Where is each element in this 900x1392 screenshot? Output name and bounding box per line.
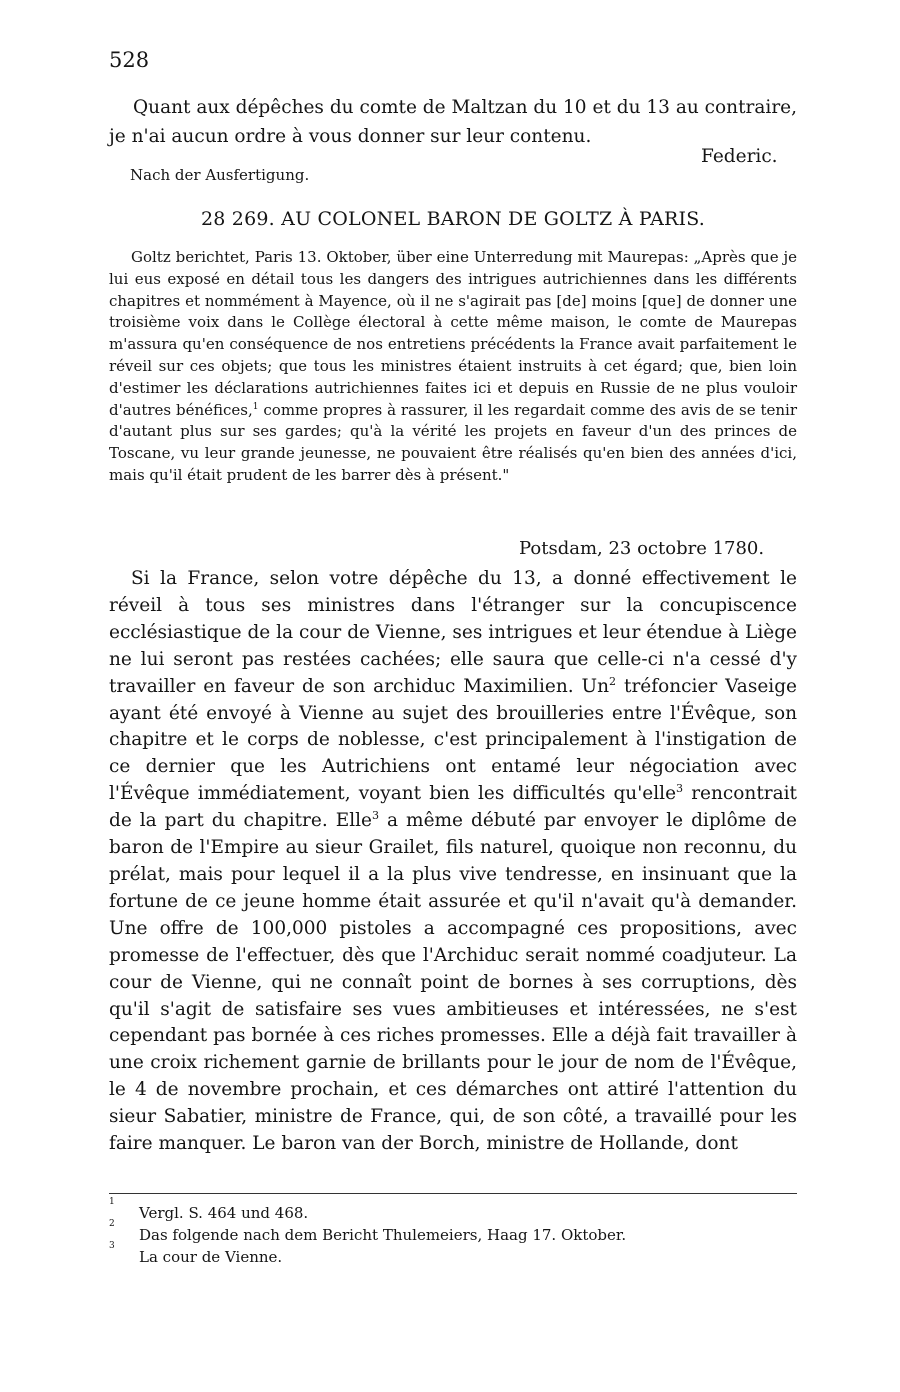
footnote-ref-3: 3: [676, 782, 684, 796]
footnotes: [109, 1197, 797, 1268]
source-note: Nach der Ausfertigung.: [130, 166, 310, 184]
letter-body: [109, 566, 797, 1158]
footnote-mark: 2: [109, 1219, 115, 1229]
report-text-2: comme propres à rassurer, il les regardait comme des avis de se tenir d'autant plus sur ses gardes; qu'à la vérité les projets en faveur d'un des princes de Toscane, vu leur grande jeunesse, ne pouvaient être réalisés qu'en bien des années d'ici, mais qu'il était prudent de les barrer dès à présent.": [109, 400, 797, 484]
page-number: 528: [109, 48, 150, 72]
footnote-mark: 1: [109, 1197, 115, 1207]
footnote-divider: [109, 1193, 797, 1194]
footnote-text: La cour de Vienne.: [139, 1248, 283, 1266]
letter-body-part-4: a même débuté par envoyer le diplôme de baron de l'Empire au sieur Grailet, fils naturel, quoique non reconnu, du prélat, mais pour lequel il a la plus vive tendresse, en insinuant que la fortune de ce jeune homme était assurée et qu'il n'avait qu'à demander. Une offre de 100,000 pistoles a accompagné ces propositions, avec promesse de l'effectuer, dès que l'Archiduc serait nommé coadjuteur. La cour de Vienne, qui ne connaît point de bornes à ses corruptions, dès qu'il s'agit de satisfaire ses vues ambitieuses et intéressées, ne s'est cependant pas bornée à ces riches promesses. Elle a déjà fait travailler à une croix richement garnie de brillants pour le jour de nom de l'Évêque, le 4 de novembre prochain, et ces démarches ont attiré l'attention du sieur Sabatier, ministre de France, qui, de son côté, a travaillé pour les faire manquer. Le baron van der Borch, ministre de Hollande, dont: [109, 810, 797, 1155]
report-text-1: Goltz berichtet, Paris 13. Oktober, über eine Unterredung mit Maurepas: „Après que je lui eus exposé en détail tous les dangers des intrigues autrichiennes dans les différents chapitres et nommément à Mayence, où il ne s'agirait pas [de] moins [que] de donner une troisième voix dans le Collège électoral à cette même maison, le comte de Maurepas m'assura qu'en conséquence de nos entretiens précédents la France avait parfaitement le réveil sur ces objets; que tous les ministres étaient instruits à cet égard; que, bien loin d'estimer les déclarations autrichiennes faites ici et depuis en Russie de ne plus vouloir d'autres bénéfices,: [109, 248, 797, 419]
footnote-text: Das folgende nach dem Bericht Thulemeiers, Haag 17. Oktober.: [139, 1226, 627, 1244]
letter-body-part-1: Si la France, selon votre dépêche du 13, a donné effectivement le réveil à tous ses ministres dans l'étranger sur la concupiscence ecclésiastique de la cour de Vienne, ses intrigues et leur étendue à Liège ne lui seront pas restées cachées; elle saura que celle-ci n'a cessé d'y travailler en faveur de son archiduc Maximilien. Un: [109, 568, 797, 697]
report-summary: [109, 247, 797, 487]
footnote-ref-1: 1: [252, 401, 259, 412]
footnote: [109, 1197, 797, 1224]
letter-body-part-3: rencontrait de la part du chapitre. Elle: [109, 783, 797, 832]
dateline: Potsdam, 23 octobre 1780.: [519, 538, 765, 559]
footnote-ref-3b: 3: [371, 809, 380, 822]
closing-paragraph: Quant aux dépêches du comte de Maltzan du 10 et du 13 au contraire, je n'ai aucun ordre à vous donner sur leur contenu.: [109, 97, 797, 147]
letter-body-part-2: tréfoncier Vaseige ayant été envoyé à Vienne au sujet des brouilleries entre l'Évêque, son chapitre et le corps de noblesse, c'est principalement à l'instigation de ce dernier que les Autrichiens ont entamé leur négociation avec l'Évêque immédiatement, voyant bien les difficultés qu'elle: [109, 675, 797, 805]
letter-heading: 28 269. AU COLONEL BARON DE GOLTZ À PARIS.: [200, 208, 705, 230]
footnote-mark: 3: [109, 1241, 115, 1251]
signature: Federic.: [701, 146, 778, 167]
footnote: [109, 1241, 797, 1268]
footnote: [109, 1219, 797, 1246]
footnote-text: Vergl. S. 464 und 468.: [139, 1204, 309, 1222]
footnote-ref-2: 2: [609, 674, 617, 688]
